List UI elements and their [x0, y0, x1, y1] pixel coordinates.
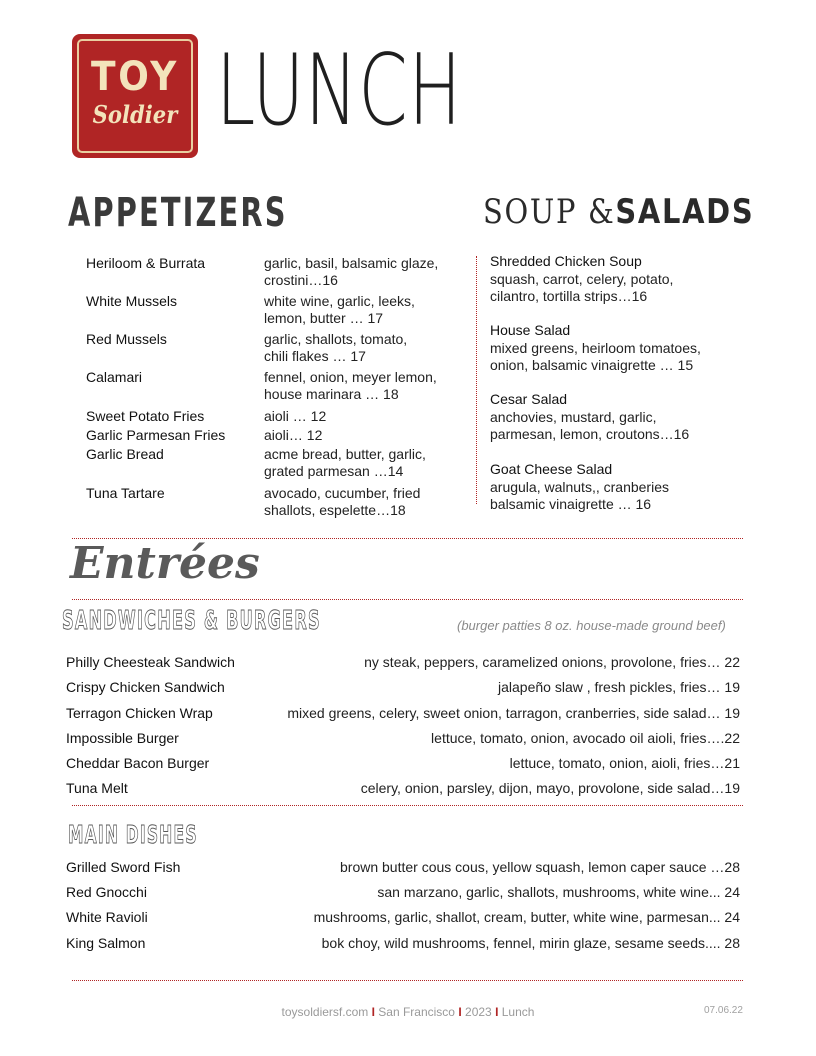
footer-divider	[72, 980, 743, 981]
footer-date: 07.06.22	[704, 1005, 743, 1016]
main-dish-name: King Salmon	[66, 935, 146, 951]
footer-menu-name: Lunch	[501, 1005, 535, 1019]
sandwich-desc: lettuce, tomato, onion, aioli, fries…21	[509, 755, 740, 771]
sandwich-desc: mixed greens, celery, sweet onion, tarragon, cranberries, side salad… 19	[287, 705, 740, 721]
main-dish-desc: san marzano, garlic, shallots, mushrooms, white wine... 24	[377, 884, 740, 900]
heading-soup-word: SOUP	[483, 192, 578, 232]
logo-text-soldier: Soldier	[92, 100, 178, 129]
heading-ampersand: &	[587, 192, 616, 232]
salad-desc: arugula, walnuts,, cranberies balsamic vinaigrette … 16	[490, 479, 669, 512]
salad-desc: squash, carrot, celery, potato, cilantro, tortilla strips…16	[490, 271, 674, 304]
soup-salads-heading	[483, 192, 754, 232]
footer-website-link[interactable]: toysoldiersf.com	[281, 1005, 369, 1019]
sandwich-name: Cheddar Bacon Burger	[66, 755, 210, 771]
salad-name: Cesar Salad	[490, 391, 568, 407]
salad-name: Shredded Chicken Soup	[490, 253, 642, 269]
footer	[0, 1005, 816, 1019]
sandwich-desc: lettuce, tomato, onion, avocado oil aioli, fries….22	[431, 730, 740, 746]
appetizer-desc: aioli… 12	[264, 427, 323, 443]
sandwich-name: Terragon Chicken Wrap	[66, 705, 213, 721]
sandwich-desc: celery, onion, parsley, dijon, mayo, provolone, side salad…19	[360, 780, 740, 796]
appetizer-name: Red Mussels	[86, 331, 167, 347]
main-dish-name: White Ravioli	[66, 909, 148, 925]
sandwich-desc: ny steak, peppers, caramelized onions, provolone, fries… 22	[364, 654, 740, 670]
footer-separator: I	[371, 1005, 375, 1019]
appetizer-name: Heriloom & Burrata	[86, 255, 206, 271]
appetizer-name: Tuna Tartare	[86, 485, 165, 501]
appetizer-desc: garlic, shallots, tomato, chili flakes … 17	[264, 331, 408, 364]
sandwiches-burgers-heading: SANDWICHES & BURGERS	[62, 606, 321, 636]
salad-desc: mixed greens, heirloom tomatoes, onion, balsamic vinaigrette … 15	[490, 340, 701, 373]
appetizer-desc: acme bread, butter, garlic, grated parmesan …14	[264, 446, 426, 479]
sandwich-name: Tuna Melt	[66, 780, 128, 796]
logo-text-toy: TOY	[90, 54, 180, 100]
main-dish-desc: brown butter cous cous, yellow squash, lemon caper sauce …28	[340, 859, 740, 875]
appetizer-name: Calamari	[86, 369, 143, 385]
main-dish-desc: bok choy, wild mushrooms, fennel, mirin glaze, sesame seeds.... 28	[321, 935, 740, 951]
sandwich-desc: jalapeño slaw , fresh pickles, fries… 19	[498, 679, 740, 695]
appetizer-desc: white wine, garlic, leeks, lemon, butter … 17	[264, 293, 415, 326]
toy-soldier-logo	[72, 34, 198, 158]
burger-patty-note: (burger patties 8 oz. house-made ground beef)	[457, 618, 726, 633]
section-divider	[72, 599, 743, 600]
footer-city: San Francisco	[378, 1005, 455, 1019]
column-divider	[476, 256, 477, 504]
salad-name: House Salad	[490, 322, 571, 338]
heading-salads-word: SALADS	[615, 192, 755, 232]
appetizer-desc: avocado, cucumber, fried shallots, espelette…18	[264, 485, 421, 518]
main-dish-name: Red Gnocchi	[66, 884, 147, 900]
section-divider	[72, 805, 743, 806]
appetizer-desc: garlic, basil, balsamic glaze, crostini…16	[264, 255, 439, 288]
footer-year: 2023	[465, 1005, 492, 1019]
sandwich-name: Crispy Chicken Sandwich	[66, 679, 225, 695]
appetizer-desc: fennel, onion, meyer lemon, house marinara … 18	[264, 369, 437, 402]
appetizer-name: Garlic Bread	[86, 446, 164, 462]
appetizer-name: Garlic Parmesan Fries	[86, 427, 226, 443]
main-dish-name: Grilled Sword Fish	[66, 859, 181, 875]
footer-separator: I	[458, 1005, 462, 1019]
main-dish-desc: mushrooms, garlic, shallot, cream, butter, white wine, parmesan... 24	[313, 909, 740, 925]
page-title: LUNCH	[216, 34, 463, 148]
sandwich-name: Philly Cheesteak Sandwich	[66, 654, 235, 670]
appetizer-desc: aioli … 12	[264, 408, 327, 424]
main-dishes-heading: MAIN DISHES	[68, 820, 198, 849]
appetizers-heading: APPETIZERS	[68, 190, 288, 236]
salad-name: Goat Cheese Salad	[490, 461, 613, 477]
appetizer-name: White Mussels	[86, 293, 178, 309]
appetizer-name: Sweet Potato Fries	[86, 408, 205, 424]
footer-separator: I	[495, 1005, 499, 1019]
entrees-heading: Entrées	[70, 538, 260, 589]
salad-desc: anchovies, mustard, garlic, parmesan, lemon, croutons…16	[490, 409, 690, 442]
sandwich-name: Impossible Burger	[66, 730, 179, 746]
